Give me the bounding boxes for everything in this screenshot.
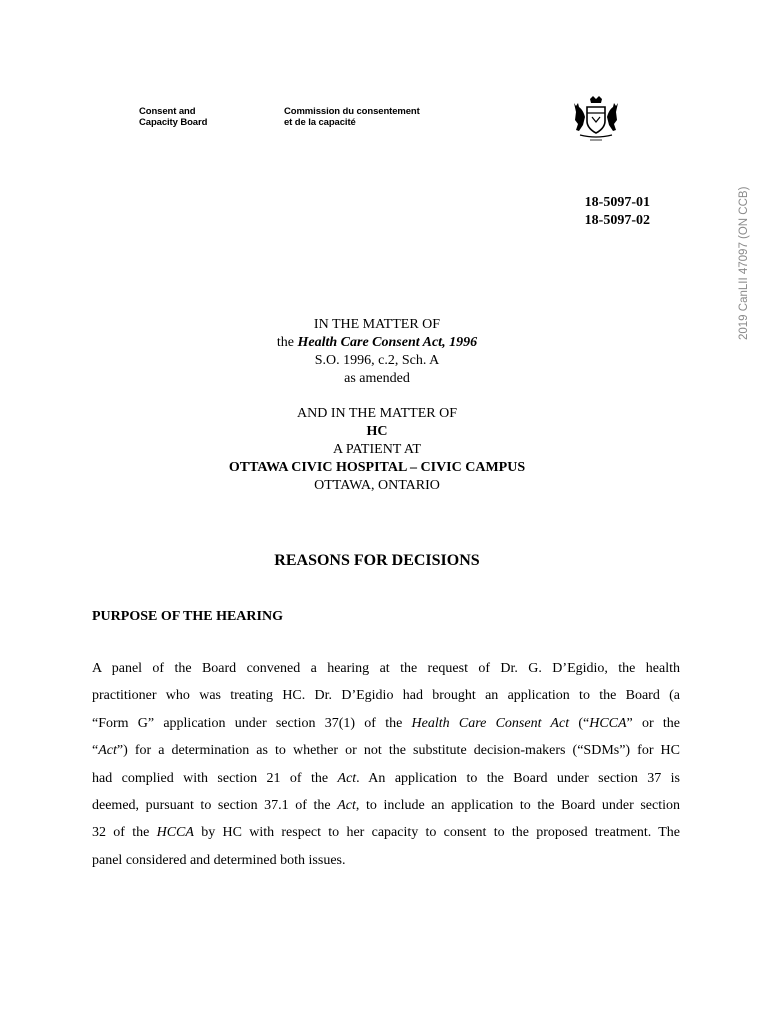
- citation-watermark: 2019 CanLII 47097 (ON CCB): [738, 186, 750, 340]
- file-numbers: [585, 194, 650, 230]
- act-name: Health Care Consent Act, 1996: [297, 335, 478, 350]
- document-title: REASONS FOR DECISIONS: [274, 552, 480, 569]
- patient-initials: HC: [366, 424, 388, 439]
- matter-block-patient: AND IN THE MATTER OF HC A PATIENT AT OTTAWA CIVIC HOSPITAL – CIVIC CAMPUS OTTAWA, ONTARIO: [0, 405, 754, 495]
- hospital-name: OTTAWA CIVIC HOSPITAL – CIVIC CAMPUS: [228, 460, 526, 475]
- purpose-paragraph: A panel of the Board convened a hearing at the request of Dr. G. D’Egidio, the health practitioner who was treating HC. Dr. D’Egidio had brought an application to the Board (a “Form G” application under section 37(1) of the Health Care Consent Act (“HCCA” or the “Act”) for a determination as to whether or not the substitute decision-makers (“SDMs”) for HC had complied with section 21 of the Act. An application to the Board under section 37 is deemed, pursuant to section 37.1 of the Act, to include an application to the Board under section 32 of the HCCA by HC with respect to her capacity to consent to the proposed treatment. The panel considered and determined both issues.: [92, 661, 681, 868]
- file-number: 18-5097-01: [584, 195, 650, 210]
- file-number: 18-5097-02: [584, 213, 650, 228]
- matter-block-act: IN THE MATTER OF the Health Care Consent Act, 1996 S.O. 1996, c.2, Sch. A as amended: [276, 317, 478, 386]
- section-heading: PURPOSE OF THE HEARING: [92, 609, 283, 624]
- board-name-french: Commission du consentement et de la capacité: [284, 106, 420, 128]
- board-name-english: Consent and Capacity Board: [139, 106, 208, 128]
- ontario-coat-of-arms-icon: [570, 95, 622, 145]
